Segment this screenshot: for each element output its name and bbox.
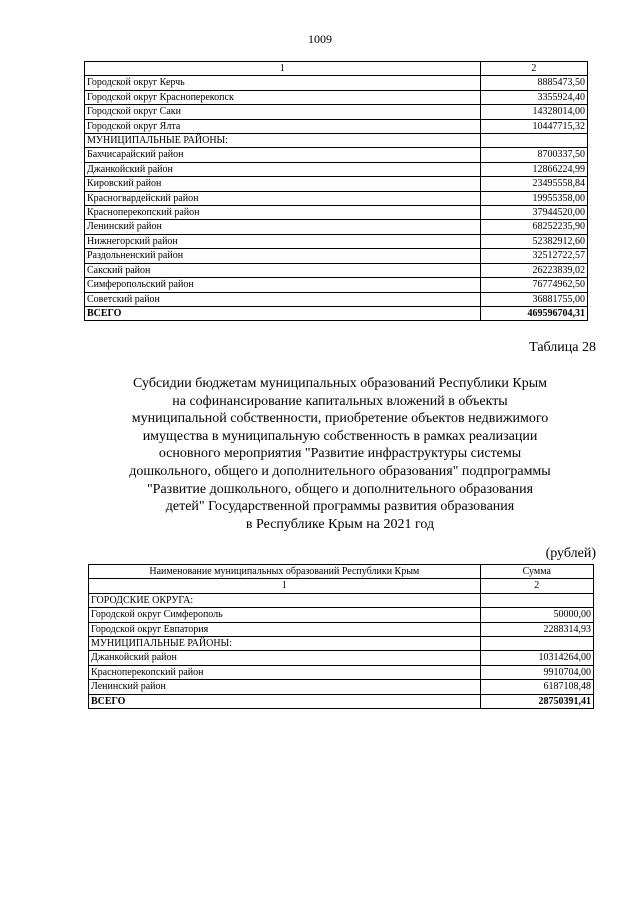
- municipality-name: Красногвардейский район: [85, 191, 481, 205]
- table-row: [85, 105, 588, 119]
- municipality-name: Городской округ Симферополь: [89, 608, 481, 622]
- municipality-name: Красноперекопский район: [85, 206, 481, 220]
- column-header-sum: Сумма: [480, 565, 593, 579]
- amount-value: 76774962,50: [480, 278, 587, 292]
- total-value: 28750391,41: [480, 694, 593, 708]
- amount-value: 32512722,57: [480, 249, 587, 263]
- table-row: [85, 191, 588, 205]
- page-number: 1009: [308, 32, 332, 46]
- column-number-1: 1: [85, 62, 481, 76]
- table-row: [85, 134, 588, 148]
- municipality-name: Красноперекопский район: [89, 665, 481, 679]
- municipality-name: Джанкойский район: [85, 162, 481, 176]
- title-line: "Развитие дошкольного, общего и дополнительного образования: [146, 481, 534, 497]
- amount-value: 3355924,40: [480, 90, 587, 104]
- municipality-name: Ленинский район: [89, 680, 481, 694]
- title-line: в Республике Крым на 2021 год: [245, 516, 435, 532]
- amount-value: 12866224,99: [480, 162, 587, 176]
- amount-value: 68252235,90: [480, 220, 587, 234]
- title-line: детей" Государственной программы развития образования: [165, 499, 515, 515]
- table-row: [89, 637, 594, 651]
- municipality-name: Раздольненский район: [85, 249, 481, 263]
- table-row: [85, 263, 588, 277]
- amount-value: 8885473,50: [480, 76, 587, 90]
- table-row: [85, 177, 588, 191]
- municipality-name: Ленинский район: [85, 220, 481, 234]
- table-row: [85, 90, 588, 104]
- amount-value: 8700337,50: [480, 148, 587, 162]
- table-row: [89, 593, 594, 607]
- table-row: [85, 234, 588, 248]
- table-row: [89, 608, 594, 622]
- total-row: [89, 694, 594, 708]
- title-line: на софинансирование капитальных вложений в объекты: [172, 393, 508, 409]
- municipality-name: ГОРОДСКИЕ ОКРУГА:: [89, 593, 481, 607]
- municipality-name: Кировский район: [85, 177, 481, 191]
- table-row: [85, 148, 588, 162]
- amount-value: 52382912,60: [480, 234, 587, 248]
- column-number-2: 2: [480, 579, 593, 593]
- municipality-name: Сакский район: [85, 263, 481, 277]
- column-number-1: 1: [89, 579, 481, 593]
- column-numbering-row: [89, 579, 594, 593]
- table-row: [85, 76, 588, 90]
- municipality-name: Городской округ Красноперекопск: [85, 90, 481, 104]
- table-row: [85, 162, 588, 176]
- table-row: [85, 119, 588, 133]
- municipality-name: МУНИЦИПАЛЬНЫЕ РАЙОНЫ:: [85, 134, 481, 148]
- table-row: [89, 665, 594, 679]
- amount-value: 26223839,02: [480, 263, 587, 277]
- amount-value: 50000,00: [480, 608, 593, 622]
- amount-value: 10447715,32: [480, 119, 587, 133]
- total-value: 469596704,31: [480, 306, 587, 320]
- table-title: [90, 375, 590, 533]
- amount-value: 23495558,84: [480, 177, 587, 191]
- table-header-row: [85, 62, 588, 76]
- amount-value: 6187108,48: [480, 680, 593, 694]
- amount-value: [480, 593, 593, 607]
- municipality-name: Советский район: [85, 292, 481, 306]
- table-row: [89, 622, 594, 636]
- table-row: [85, 292, 588, 306]
- table-row: [85, 249, 588, 263]
- title-line: муниципальной собственности, приобретение объектов недвижимого: [131, 411, 549, 427]
- title-line: дошкольного, общего и дополнительного образования" подпрограммы: [129, 463, 551, 479]
- total-row: [85, 306, 588, 320]
- units-label: (рублей): [545, 546, 596, 561]
- amount-value: [480, 637, 593, 651]
- amount-value: [480, 134, 587, 148]
- municipality-name: Джанкойский район: [89, 651, 481, 665]
- column-number-2: 2: [480, 62, 587, 76]
- municipality-name: Нижнегорский район: [85, 234, 481, 248]
- amount-value: 14328014,00: [480, 105, 587, 119]
- municipality-name: Городской округ Евпатория: [89, 622, 481, 636]
- amount-value: 19955358,00: [480, 191, 587, 205]
- amount-value: 10314264,00: [480, 651, 593, 665]
- continuation-table: [84, 61, 588, 321]
- municipality-name: МУНИЦИПАЛЬНЫЕ РАЙОНЫ:: [89, 637, 481, 651]
- total-label: ВСЕГО: [85, 306, 481, 320]
- amount-value: 2288314,93: [480, 622, 593, 636]
- municipality-name: Бахчисарайский район: [85, 148, 481, 162]
- table-row: [85, 278, 588, 292]
- amount-value: 37944520,00: [480, 206, 587, 220]
- table-label: Таблица 28: [529, 340, 596, 355]
- municipality-name: Городской округ Керчь: [85, 76, 481, 90]
- table-header-row: [89, 565, 594, 579]
- municipality-name: Симферопольский район: [85, 278, 481, 292]
- table-row: [85, 220, 588, 234]
- amount-value: 36881755,00: [480, 292, 587, 306]
- table-row: [89, 680, 594, 694]
- table-row: [89, 651, 594, 665]
- column-header-name: Наименование муниципальных образований Республики Крым: [89, 565, 481, 579]
- table-row: [85, 206, 588, 220]
- municipality-name: Городской округ Саки: [85, 105, 481, 119]
- title-line: Субсидии бюджетам муниципальных образований Республики Крым: [133, 376, 547, 391]
- municipality-name: Городской округ Ялта: [85, 119, 481, 133]
- amount-value: 9910704,00: [480, 665, 593, 679]
- total-label: ВСЕГО: [89, 694, 481, 708]
- title-line: основного мероприятия "Развитие инфраструктуры системы: [158, 446, 522, 462]
- title-line: имущества в муниципальную собственность в рамках реализации: [142, 428, 538, 444]
- subsidy-table: [88, 564, 594, 709]
